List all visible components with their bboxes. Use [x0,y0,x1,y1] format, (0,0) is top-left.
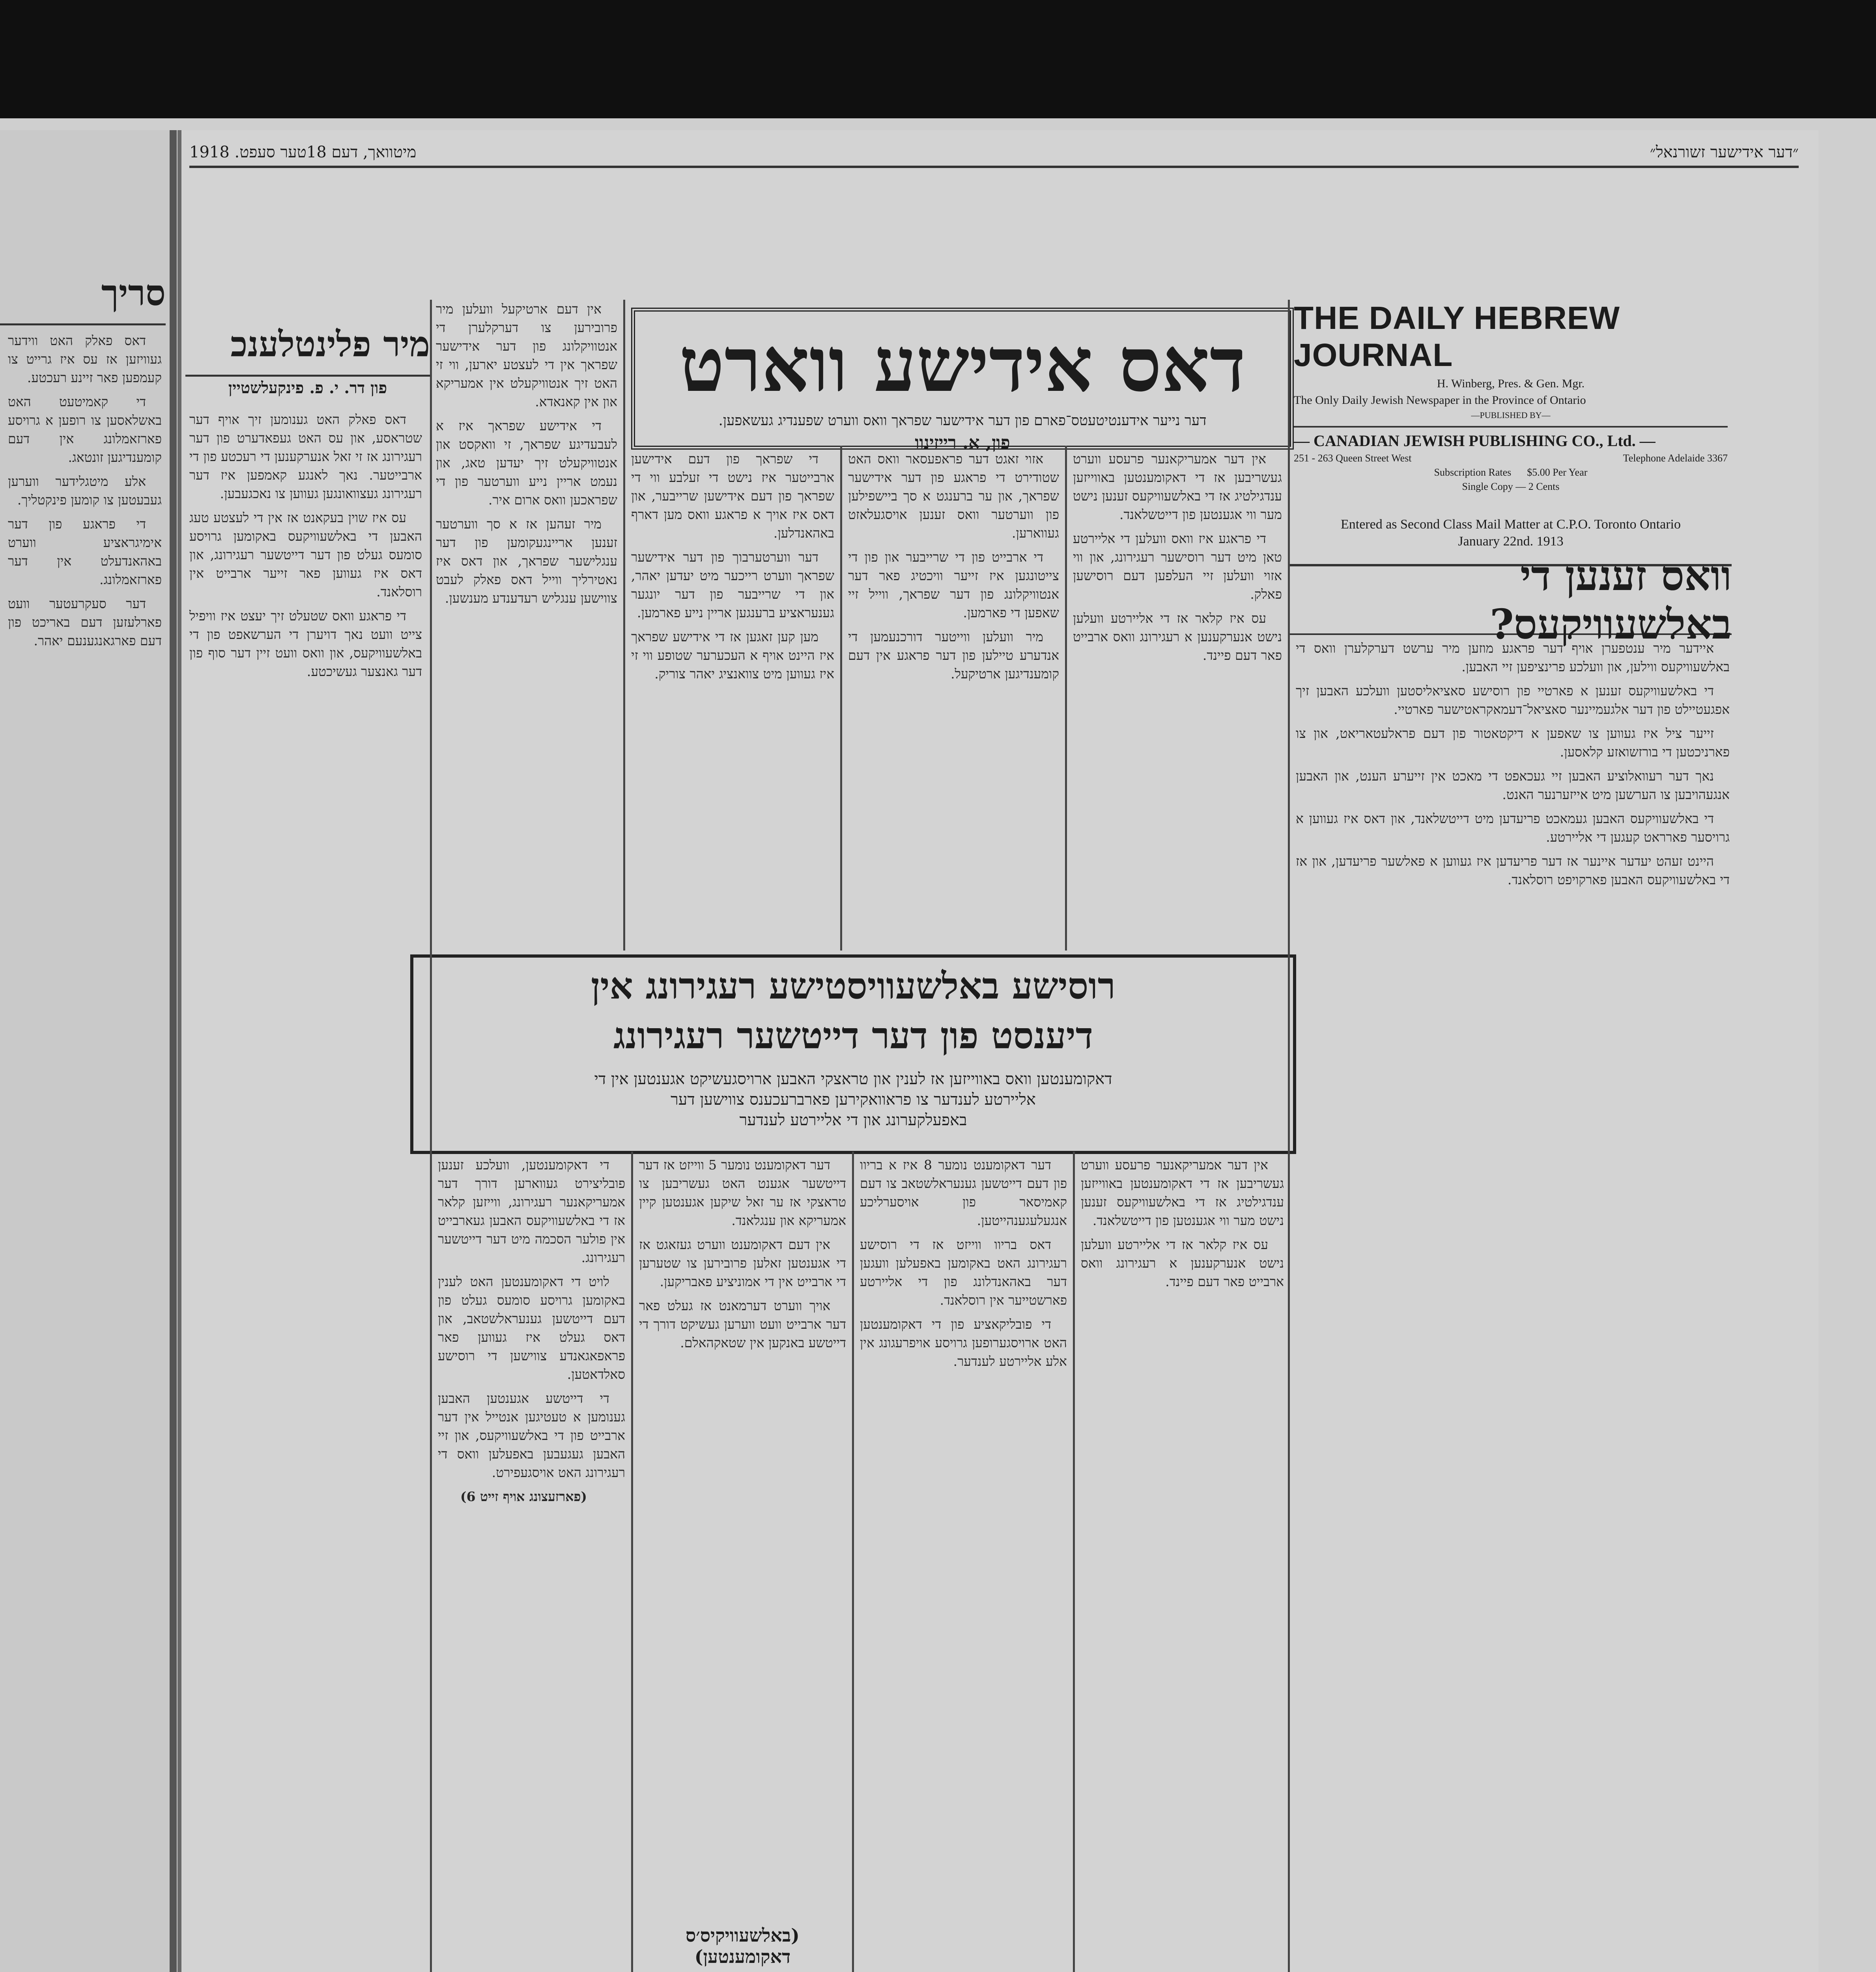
bolshevik-subhead-1: דאקומענטען וואס באווייזען אז לענין און טראצקי האבען ארויסגעשיקט אגענטען אין די [594,1070,1112,1088]
paragraph: די באלשעוויקעס האבען געמאכט פריעדען מיט דייטשלאנד, און דאס איז געווען א גרויסער פארראט קעגען די אליירטע. [1296,811,1730,845]
bolshevik-question-column [1296,639,1730,1972]
paragraph: נאך דער רעוואלוציע האבען זיי געכאפט די מאכט אין זייערע הענט, און האבען אנגעהויבען צו הערשען מיט אייזערנער האנט. [1296,768,1730,802]
paragraph: אין דער אמעריקאנער פרעסע ווערט געשריבען אז די דאקומענטען באווייזען ענדגילטיג אז די באלשעוויקעס זענען נישט מער ווי אגענטען פון דייטשלאנד. [1081,1157,1284,1228]
masthead-telephone: Telephone Adelaide 3367 [1623,452,1728,464]
bolshevik-column-3 [860,1156,1067,1972]
article-column-2 [436,300,617,947]
paragraph: די דאקומענטען, וועלכע זענען פובליצירט געווארען דורך דער אמעריקאנער רעגירונג, ווייזען קלאר אז די באלשעוויקעס האבען געארבייט אין פולער הסכמה מיט דער דייטשער רעגירונג. [438,1157,625,1265]
bolshevik-question-headline: וואס זענען די באלשעוויקעס? [1290,564,1732,635]
masthead-entered [1294,516,1728,550]
documents-section-head: (באלשעוויקיס׳ס דאקומענטען) [686,1925,800,1967]
paragraph: לויט די דאקומענטען האט לענין באקומען גרויסע סומעס געלט פון דעם דייטשען גענעראלשטאב, און דאס געלט איז געווען פאר פראפאגאנדע צווישען די רוסישע סאלדאטען. [438,1274,625,1382]
masthead-publisher: — CANADIAN JEWISH PUBLISHING CO., Ltd. — [1294,426,1728,450]
bolshevik-column-2 [639,1156,846,1972]
paragraph: אלע מיטגלידער ווערען געבעטען צו קומען פינקטליך. [8,474,162,508]
masthead-subscription-label: Subscription Rates [1434,467,1512,478]
paragraph: דער ווערטערבוך פון דער אידישער שפראך ווערט רייכער מיט יעדען יאהר, און די שרייבער פון דער יונגער גענעראציע ברענגען אריין נייע פארמען. [631,549,834,620]
masthead-editor: H. Winberg, Pres. & Gen. Mgr. [1437,377,1585,390]
masthead-subscription-price: $5.00 Per Year [1527,467,1588,478]
masthead-published-by: —PUBLISHED BY— [1471,410,1551,420]
masthead-entered-date: January 22nd. 1913 [1458,534,1564,549]
paragraph: אין דעם ארטיקעל וועלען מיר פרובירען צו דערקלערן די אנטוויקלונג פון דער אידישער שפראך אין די לעצטע יארען, ווי זי האט זיך אנטוויקעלט אין אמעריקא און אין קאנאדא. [436,301,617,409]
column-rule [631,1152,633,1972]
bolshevik-column-4 [1081,1156,1284,1972]
paragraph: היינט זעהט יעדער איינער אז דער פריעדען איז געווען א פאלשער פריעדען, און אז די באלשעוויקעס האבען פארקויפט רוסלאנד. [1296,853,1730,887]
masthead-address: 251 - 263 Queen Street West [1294,452,1412,464]
paragraph: די פובליקאציע פון די דאקומענטען האט ארויסגערופען גרויסע אויפרעגונג אין אלע אליירטע לענדער. [860,1317,1067,1369]
article-column-1 [189,410,422,1972]
column-rule [430,300,432,1972]
yiddish-column-3 [1073,450,1282,947]
running-head [189,138,1799,168]
bolshevik-headline-box [410,954,1296,1154]
yiddish-word-subtitle: דער נייער אידענטיטעטס־פארם פון דער אידישער שפראך וואס ווערט שפענדיג געשאפען. [718,413,1207,429]
column-rule [1073,1152,1075,1972]
english-masthead [1294,300,1728,572]
bolshevik-column-1 [438,1156,625,1972]
paragraph: די ארבייט פון די שרייבער און פון די צייטונגען איז זייער וויכטיג פאר דער אנטוויקלונג פון דער שפראך, ווייל זיי שאפען די פארמען. [848,549,1059,620]
paragraph: דאס בריוו ווייזט אז די רוסישע רעגירונג האט באקומען באפעלען וועגען דער באהאנדלונג פון די אליירטע פארשטייער אין רוסלאנד. [860,1237,1067,1308]
paragraph: עס איז קלאר אז די אליירטע וועלען נישט אנערקענען א רעגירונג וואס ארבייט פאר דעם פיינד. [1073,611,1282,663]
paragraph: מען קען זאגען אז די אידישע שפראך איז היינט אויף א העכערער שטופע ווי זי איז געווען מיט צוואנציג יאהר צוריק. [631,629,834,682]
masthead-entered-line: Entered as Second Class Mail Matter at C.P.O. Toronto Ontario [1341,517,1681,532]
paragraph: עס איז קלאר אז די אליירטע וועלען נישט אנערקענען א רעגירונג וואס ארבייט פאר דעם פיינד. [1081,1237,1284,1289]
left-page-column [8,331,162,1972]
column-rule [1288,300,1290,1972]
paragraph: מיר וועלען ווייטער דורכנעמען די אנדערע טיילען פון דער פראגע אין דעם קומענדיגען ארטיקעל. [848,629,1059,682]
left-page-headline: סריך [0,272,166,325]
yiddish-word-box [631,308,1294,453]
continued-note: (פארזעצונג אויף זייט 6) [460,1489,587,1504]
bolshevik-headline-line2: דיענסט פון דער דייטשער רעגירונג [613,1014,1093,1057]
yiddish-column-2 [848,450,1059,947]
paragraph: זייער ציל איז געווען צו שאפען א דיקטאטור פון דעם פראלעטאריאט, און צו פארניכטען די בורזשואזע קלאסען. [1296,726,1730,760]
masthead-tagline: The Only Daily Jewish Newspaper in the Province of Ontario [1294,394,1586,407]
paragraph: דער סעקרעטער וועט פארלעזען דעם באריכט פון דעם פארגאנגענעם יאהר. [8,596,162,648]
paragraph: די פראגע וואס שטעלט זיך יעצט איז וויפיל צייט וועט נאך דויערן די הערשאפט פון די באלשעוויקעס, און וואס וועט זיין דער סוף פון דער גאנצער געשיכטע. [189,608,422,679]
paragraph: די דייטשע אגענטען האבען גענומען א טעטיגען אנטייל אין דער ארבייט פון די באלשעוויקעס, און זיי האבען געגעבען באפעלען וואס די רעגירונג האט אויסגעפירט. [438,1391,625,1480]
paragraph: די באלשעוויקעס זענען א פארטיי פון רוסישע סאציאליסטען וועלכע האבען זיך אפגעטיילט פון דער אלגעמיינער סאציאל־דעמאקראטישער פארטיי. [1296,683,1730,717]
paragraph: דאס פאלק האט גענומען זיך אויף דער שטראסע, און עס האט געפאדערט פון דער רעגירונג אז זי זאל אנערקענען די רעכטע פון די ארבייטער. נאך לאנגע קאמפען איז דער רעגירונג געצוואונגען געווען צו נאכגעבען. [189,412,422,501]
paragraph: אויך ווערט דערמאנט אז געלט פאר דער ארבייט וועט ווערען געשיקט דורך די דייטשע באנקען אין שטאקהאלם. [639,1298,846,1350]
paragraph: עס איז שוין בעקאנט אז אין די לעצטע טעג האבען די באלשעוויקעס באקומען גרויסע סומעס געלט פון דער דייטשער רעגירונג, און דאס איז געווען פאר זייער ארבייט אין רוסלאנד. [189,510,422,599]
column-rule [623,300,625,951]
bolshevik-headline-line1: רוסישע באלשעוויסטישע רעגירונג אין [591,965,1116,1007]
paragraph: די אידישע שפראך איז א לעבעדיגע שפראך, זי וואקסט און אנטוויקעלט זיך יעדען טאג, און נעמט אריין נייע ווערטער פון די שפראכען וואס ארום איר. [436,418,617,508]
paragraph: דער דאקומענט נומער 5 ווייזט אז דער דייטשער אגענט האט געשריבען צו טראצקי אז ער זאל שיקען אגענטען קיין אמעריקא און ענגלאנד. [639,1157,846,1228]
paragraph: די קאמיטעט האט באשלאסען צו רופען א גרויסע פארזאמלונג אין דעם קומענדיגען זונטאג. [8,394,162,465]
paragraph: דער דאקומענט נומער 8 איז א בריוו פון דעם דייטשען גענעראלשטאב צו דעם קאמיסאר פון אויסערליכע אנגעלעגענהייטען. [860,1157,1067,1228]
masthead-address-row [1294,452,1728,464]
film-border-top [0,0,1876,118]
paragraph: מיר זעהען אז א סך ווערטער זענען אריינגעקומען פון דער ענגלישער שפראך, און דאס איז נאטירליך ווייל דאס פאלק לעבט צווישען ענגליש רעדענדע מענשען. [436,516,617,606]
yiddish-word-author: פון, א. רייזינוו [915,433,1010,453]
column-rule [840,446,842,951]
bolshevik-subhead-3: באפעלקערונג און די אליירטע לענדער [739,1111,967,1129]
running-head-date: מיטוואך, דעם 18טער סעפט. 1918 [189,143,417,161]
column-rule [1065,446,1067,951]
paragraph: אין דעם דאקומענט ווערט געזאגט אז די אגענטען זאלען פרובירען צו שטערען די ארבייט אין די אמוניציע פאבריקען. [639,1237,846,1289]
paragraph: איידער מיר ענטפערן אויף דער פראגע מוזען מיר ערשט דערקלערן וואס די באלשעוויקעס ווילען, און וועלכע פרינציפען זיי האבען. [1296,641,1730,674]
article-headline: מיר פלינטלענכ [185,323,430,377]
masthead-subscription-row [1294,467,1728,478]
paragraph: אזוי זאגט דער פראפעסאר וואס האט שטודירט די פראגע פון דער אידישער שפראך, און ער ברענגט א סך ביישפילען פון ווערטער וואס זענען אויסגעלאזט געווארען. [848,451,1059,541]
masthead-single-copy: Single Copy — 2 Cents [1462,481,1560,492]
paragraph: אין דער אמעריקאנער פרעסע ווערט געשריבען אז די דאקומענטען באווייזען ענדגילטיג אז די באלשעוויקעס זענען נישט מער ווי אגענטען פון דייטשלאנד. [1073,451,1282,522]
yiddish-word-title: דאס אידישע ווארט [679,321,1246,409]
bolshevik-subhead-2: אליירטע לענדער צו פראוואקירען פארברעכענס צווישען דער [671,1090,1036,1109]
column-rule [852,1152,854,1972]
running-head-paper: ״דער אידישער זשורנאל״ [1650,143,1799,161]
article-byline: פון דר. י. פ. פינקעלשטיין [228,379,387,397]
yiddish-column-1 [631,450,834,947]
paragraph: די פראגע פון דער אימיגראציע ווערט באהאנדעלט אין דער פארזאמלונג. [8,516,162,587]
paragraph: דאס פאלק האט ווידער געוויזען אז עס איז גרייט צו קעמפען פאר זיינע רעכטע. [8,333,162,385]
paragraph: די פראגע איז וואס וועלען די אליירטע טאן מיט דער רוסישער רעגירונג, און ווי אזוי וועלען זיי העלפען דעם רוסישען פאלק. [1073,531,1282,602]
masthead-single-copy-row [1294,481,1728,493]
masthead-title: THE DAILY HEBREW JOURNAL [1294,300,1620,373]
paragraph: די שפראך פון דעם אידישען ארבייטער איז נישט די זעלבע ווי די שפראך פון דעם אידישען שרייבער, און דאס איז אויך א פראגע וואס מען דארף באהאנדלען. [631,451,834,541]
